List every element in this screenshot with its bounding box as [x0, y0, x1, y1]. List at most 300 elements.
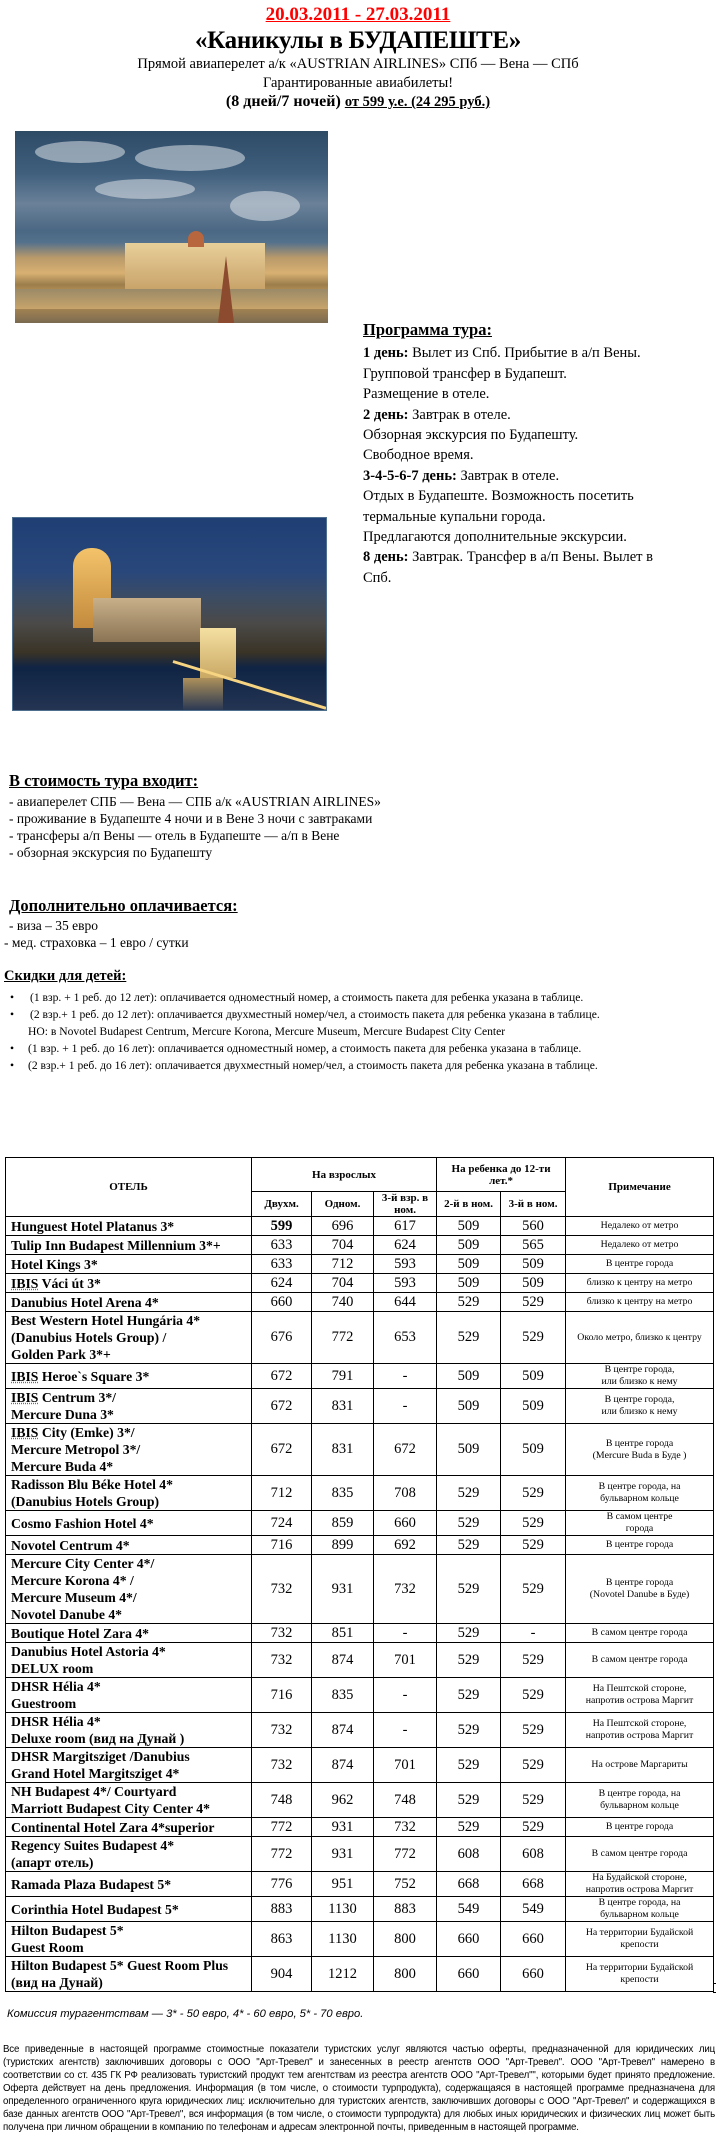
hotel-name	[6, 1293, 252, 1312]
price-third-child: 529	[501, 1783, 566, 1818]
spellcheck-mark: IBIS	[11, 1425, 39, 1440]
hotel-note-line: На территории Будайской	[585, 1962, 694, 1973]
table-row	[6, 1555, 714, 1624]
tour-dates: 20.03.2011 - 27.03.2011	[265, 4, 451, 25]
price-third-child: 529	[501, 1818, 566, 1837]
day-line: Завтрак. Трансфер в а/п Вены. Вылет в	[412, 549, 653, 566]
table-row	[6, 1236, 714, 1255]
price-single: 704	[312, 1274, 374, 1293]
discount-item: (1 взр. + 1 реб. до 16 лет): оплачивается одноместный номер, а стоимость пакета для ребенка указана в таблице.	[28, 1042, 582, 1055]
hotel-name	[6, 1713, 252, 1748]
header-second-child: 2-й в ном.	[437, 1192, 501, 1217]
hotel-note	[566, 1389, 714, 1424]
parliament-dome-shape	[188, 231, 204, 247]
price-third-child: 668	[501, 1872, 566, 1897]
hotel-name-line: Cosmo Fashion Hotel 4*	[11, 1515, 154, 1531]
table-row	[6, 1872, 714, 1897]
extra-title: Дополнительно оплачивается:	[9, 896, 238, 915]
table-row	[6, 1837, 714, 1872]
hotel-note-line: напротив острова Маргит	[585, 1695, 694, 1706]
table-row	[6, 1312, 714, 1364]
discounts-title: Скидки для детей:	[4, 968, 127, 984]
hotel-name-line: Danubius Hotel Astoria 4*	[11, 1644, 166, 1659]
cloud-shape	[35, 141, 125, 163]
price-single: 1212	[312, 1957, 374, 1992]
day-line: Отдых в Будапеште. Возможность посетить	[363, 488, 634, 505]
hotel-price-table	[5, 1157, 714, 1992]
price-double: 776	[252, 1872, 312, 1897]
header-single: Одном.	[312, 1192, 374, 1217]
hotel-name	[6, 1312, 252, 1364]
price-second-child: 529	[437, 1536, 501, 1555]
header-third-adult: 3-й взр. в ном.	[374, 1192, 437, 1217]
price-third-child: 660	[501, 1957, 566, 1992]
table-row	[6, 1536, 714, 1555]
price-third-adult: 748	[374, 1783, 437, 1818]
hotel-name-line: Hilton Budapest 5*	[11, 1923, 124, 1938]
hotel-note	[566, 1536, 714, 1555]
hotel-name-line: Continental Hotel Zara 4*superior	[11, 1819, 215, 1835]
hotel-name	[6, 1624, 252, 1643]
price-second-child: 509	[437, 1236, 501, 1255]
price-double: 672	[252, 1424, 312, 1476]
day-line: Спб.	[363, 569, 392, 586]
hotel-name-line: Hilton Budapest 5* Guest Room Plus	[11, 1958, 229, 1973]
photo-chain-bridge-icon	[12, 517, 327, 711]
day-line: Завтрак в отеле.	[412, 406, 511, 423]
hotel-note	[566, 1217, 714, 1236]
price-third-child: 565	[501, 1236, 566, 1255]
hotel-note-line: (Mercure Buda в Буде )	[592, 1449, 687, 1461]
program-day-1	[363, 343, 703, 404]
extra-item: - виза – 35 евро	[9, 918, 99, 933]
hotel-note	[566, 1643, 714, 1678]
program-title: Программа тура:	[363, 320, 492, 339]
table-row	[6, 1897, 714, 1922]
hotel-note	[566, 1748, 714, 1783]
hotel-name	[6, 1274, 252, 1293]
price-single: 831	[312, 1424, 374, 1476]
program-day-8	[363, 547, 703, 588]
hotel-name-line: Mercure City Center 4*/	[11, 1556, 155, 1571]
day-line: Завтрак в отеле.	[460, 467, 560, 484]
agency-commission: Комиссия турагентствам — 3* - 50 евро, 4* - 60 евро, 5* - 70 евро.	[7, 2008, 364, 2020]
price-single: 931	[312, 1818, 374, 1837]
price-single: 696	[312, 1217, 374, 1236]
price-single: 951	[312, 1872, 374, 1897]
hotel-name-line: IBIS Centrum 3*/	[11, 1390, 116, 1405]
table-row	[6, 1713, 714, 1748]
price-single: 835	[312, 1476, 374, 1511]
hotel-name-line: Novotel Danube 4*	[11, 1607, 123, 1622]
price-third-adult: 617	[374, 1217, 437, 1236]
hotel-note-line: напротив острова Маргит	[585, 1730, 694, 1741]
table-row	[6, 1748, 714, 1783]
hotel-name	[6, 1783, 252, 1818]
price-single: 1130	[312, 1922, 374, 1957]
hotel-name	[6, 1236, 252, 1255]
price-double: 633	[252, 1236, 312, 1255]
price-single: 962	[312, 1783, 374, 1818]
parliament-building-shape	[125, 243, 265, 289]
day-line: Размещение в отеле.	[363, 386, 490, 403]
hotel-note	[566, 1476, 714, 1511]
hotel-note-line: бульварном кольце	[600, 1493, 679, 1504]
program-day-3-7	[363, 466, 703, 548]
hotel-note	[566, 1312, 714, 1364]
hotel-name	[6, 1255, 252, 1274]
hotel-name-line: Guest Room	[11, 1940, 84, 1955]
price-second-child: 668	[437, 1872, 501, 1897]
day-line: Групповой трансфер в Будапешт.	[363, 365, 567, 382]
price-single: 772	[312, 1312, 374, 1364]
hotel-note-line: близко к центру на метро	[586, 1277, 693, 1288]
price-single: 704	[312, 1236, 374, 1255]
included-title: В стоимость тура входит:	[9, 771, 199, 790]
table-row	[6, 1922, 714, 1957]
hotel-note-line: В центре города,	[604, 1394, 675, 1405]
hotel-name-line: Mercure Korona 4* /	[11, 1573, 134, 1588]
price-double: 716	[252, 1536, 312, 1555]
price-third-adult: 708	[374, 1476, 437, 1511]
hotel-name	[6, 1364, 252, 1389]
hotel-note-line: В самом центре города	[591, 1848, 688, 1859]
header-third-child: 3-й в ном.	[501, 1192, 566, 1217]
price-double: 732	[252, 1643, 312, 1678]
legal-disclaimer: Все приведенные в настоящей программе стоимостные показатели туристских услуг являются частью оферты, предназначенной для юридических лиц (туристских агентств) заключивших договоры с ООО "Арт-Тревел" и занесенных в реестр агентств ООО "Арт-Тревел". ООО "Арт-Тревел" намерено в соответствии со ст. 435 ГК РФ реализовать туристский продукт тем агентствам из реестра агентств ООО "Арт-Тревел"", которыми будет принято предложение. Оферта действует на день предложения. Информация (в том числе, о стоимости турпродукта), содержащаяся в настоящей программе предназначена для определенного ограниченного круга юридических лиц: исключительно для туристских агентств, заключивших договоры с ООО "Арт-Тревел" и содержащихся в базе данных агентств ООО "Арт-Тревел", вся информация (в том числе, о стоимости турпродукта) для любых иных юридических и физических лиц может быть получена при личном обращении в компанию по телефонам и адресам электронной почты, приведенным в настоящей программе.	[3, 2044, 715, 2133]
price-second-child: 529	[437, 1555, 501, 1624]
price-second-child: 509	[437, 1274, 501, 1293]
hotel-note-line: На острове Маргариты	[591, 1759, 688, 1770]
photo-parliament-icon	[15, 131, 328, 323]
included-item: - авиаперелет СПБ — Вена — СПБ а/к «AUSTRIAN AIRLINES»	[9, 794, 381, 809]
price-third-adult: 800	[374, 1922, 437, 1957]
header-adults: На взрослых	[252, 1158, 437, 1192]
hotel-note	[566, 1424, 714, 1476]
hotel-note-line: На территории Будайской	[585, 1927, 694, 1938]
table-row	[6, 1217, 714, 1236]
price-third-child: 529	[501, 1678, 566, 1713]
program-day-2	[363, 405, 703, 466]
price-third-child: 529	[501, 1312, 566, 1364]
price-third-adult: 672	[374, 1424, 437, 1476]
day-label: 2 день:	[363, 406, 409, 423]
price-third-child: 529	[501, 1293, 566, 1312]
hotel-note-line: На Пештской стороне,	[592, 1718, 687, 1729]
price-third-adult: -	[374, 1624, 437, 1643]
table-row	[6, 1255, 714, 1274]
price-single: 874	[312, 1643, 374, 1678]
header-note: Примечание	[566, 1158, 714, 1217]
price-second-child: 509	[437, 1217, 501, 1236]
table-row	[6, 1293, 714, 1312]
price-second-child: 529	[437, 1678, 501, 1713]
hotel-note-line: Около метро, близко к центру	[577, 1331, 702, 1343]
hotel-name-line: Radisson Blu Béke Hotel 4*	[11, 1477, 173, 1492]
hotel-rows	[6, 1217, 714, 1992]
price-single: 791	[312, 1364, 374, 1389]
spellcheck-mark: IBIS	[11, 1390, 39, 1405]
hotel-name	[6, 1536, 252, 1555]
price-second-child: 660	[437, 1922, 501, 1957]
price-single: 859	[312, 1511, 374, 1536]
table-row	[6, 1624, 714, 1643]
hotel-note	[566, 1364, 714, 1389]
price-second-child: 549	[437, 1897, 501, 1922]
bullet-icon: •	[10, 1042, 15, 1055]
hotel-name	[6, 1217, 252, 1236]
hotel-name-line: Danubius Hotel Arena 4*	[11, 1294, 159, 1310]
hotel-note-line: напротив острова Маргит	[585, 1884, 694, 1895]
hotel-name-line: Novotel Centrum 4*	[11, 1537, 130, 1553]
table-row	[6, 1783, 714, 1818]
day-label: 1 день:	[363, 345, 409, 362]
price-third-adult: 772	[374, 1837, 437, 1872]
hotel-name-line: Hotel Kings 3*	[11, 1256, 98, 1272]
hotel-name-line: Guestroom	[11, 1696, 77, 1711]
price-third-adult: -	[374, 1364, 437, 1389]
hotel-note-line: На Пештской стороне,	[592, 1683, 687, 1694]
hotel-name-line: Mercure Metropol 3*/	[11, 1442, 141, 1457]
table-row	[6, 1364, 714, 1389]
hotel-name-line: Ramada Plaza Budapest 5*	[11, 1876, 172, 1892]
included-item: - трансферы а/п Вены — отель в Будапеште — а/п в Вене	[9, 828, 340, 843]
price-third-child: 660	[501, 1922, 566, 1957]
hotel-name-line: Best Western Hotel Hungária 4*	[11, 1313, 201, 1328]
hotel-name-line: Mercure Museum 4*/	[11, 1590, 137, 1605]
duration-price	[0, 93, 716, 111]
price-second-child: 529	[437, 1312, 501, 1364]
price-third-child: 529	[501, 1643, 566, 1678]
price-double: 672	[252, 1389, 312, 1424]
flight-info: Прямой авиаперелет а/к «AUSTRIAN AIRLINES» СПб — Вена — СПб	[137, 56, 579, 72]
hotel-name	[6, 1511, 252, 1536]
price-third-child: -	[501, 1624, 566, 1643]
price-double: 633	[252, 1255, 312, 1274]
table-row	[6, 1389, 714, 1424]
hotel-note	[566, 1236, 714, 1255]
hotel-name-line: IBIS Heroe`s Square 3*	[11, 1368, 150, 1384]
hotel-name-line: IBIS Váci út 3*	[11, 1275, 101, 1291]
price-third-child: 509	[501, 1389, 566, 1424]
price-third-child: 509	[501, 1424, 566, 1476]
hotel-name	[6, 1922, 252, 1957]
hotel-note-line: (Novotel Danube в Буде)	[589, 1589, 690, 1600]
price-third-child: 529	[501, 1476, 566, 1511]
hotel-name	[6, 1643, 252, 1678]
bullet-icon: •	[10, 1008, 15, 1021]
hotel-name	[6, 1476, 252, 1511]
included-item: - проживание в Будапеште 4 ночи и в Вене 3 ночи с завтраками	[9, 811, 373, 826]
day-line: Обзорная экскурсия по Будапешту.	[363, 427, 579, 444]
table-row	[6, 1818, 714, 1837]
price-third-child: 529	[501, 1748, 566, 1783]
price-second-child: 529	[437, 1293, 501, 1312]
price-single: 851	[312, 1624, 374, 1643]
price-third-adult: 701	[374, 1643, 437, 1678]
price-double: 772	[252, 1818, 312, 1837]
price-third-adult: 692	[374, 1536, 437, 1555]
price-second-child: 509	[437, 1424, 501, 1476]
price-second-child: 529	[437, 1624, 501, 1643]
table-row	[6, 1476, 714, 1511]
hotel-note-line: крепости	[620, 1974, 659, 1985]
table-row	[6, 1274, 714, 1293]
hotel-name-line: (вид на Дунай)	[11, 1975, 103, 1990]
hotel-name	[6, 1678, 252, 1713]
light-reflection-shape	[183, 678, 223, 711]
hotel-note-line: В центре города	[605, 1539, 674, 1550]
tour-program	[363, 320, 703, 588]
price-second-child: 529	[437, 1783, 501, 1818]
price-single: 931	[312, 1555, 374, 1624]
discount-item: (2 взр.+ 1 реб. до 12 лет): оплачивается двухместный номер/чел, а стоимость пакета для ребенка указана в таблице.	[30, 1008, 600, 1021]
hotel-name-line: DHSR Margitsziget /Danubius	[11, 1749, 190, 1764]
price-double: 716	[252, 1678, 312, 1713]
hotel-name	[6, 1837, 252, 1872]
hotel-note	[566, 1713, 714, 1748]
day-line: Предлагаются дополнительные экскурсии.	[363, 529, 627, 546]
hotel-note	[566, 1255, 714, 1274]
day-line: Свободное время.	[363, 447, 474, 464]
price-third-adult: 593	[374, 1255, 437, 1274]
hotel-note-line: На Будайской стороне,	[592, 1872, 687, 1883]
price-single: 899	[312, 1536, 374, 1555]
spellcheck-mark: IBIS	[11, 1368, 39, 1384]
price-second-child: 529	[437, 1818, 501, 1837]
table-row	[6, 1957, 714, 1992]
price-double: 732	[252, 1555, 312, 1624]
price-double: 624	[252, 1274, 312, 1293]
hotel-name-line: Tulip Inn Budapest Millennium 3*+	[11, 1237, 221, 1253]
cloud-shape	[95, 179, 195, 199]
price-third-adult: 624	[374, 1236, 437, 1255]
table-row	[6, 1643, 714, 1678]
hotel-note-line: В центре города	[605, 1821, 674, 1832]
day-line: Вылет из Спб. Прибытие в а/п Вены.	[412, 345, 641, 362]
hotel-note-line: В центре города, на	[598, 1897, 681, 1908]
price-third-child: 529	[501, 1511, 566, 1536]
hotel-note	[566, 1783, 714, 1818]
hotel-name-line: (апарт отель)	[11, 1855, 94, 1870]
price-single: 740	[312, 1293, 374, 1312]
cloud-shape	[230, 191, 300, 221]
price-third-adult: 752	[374, 1872, 437, 1897]
hotel-note	[566, 1555, 714, 1624]
hotel-note-line: В самом центре	[606, 1511, 673, 1522]
day-label: 3-4-5-6-7 день:	[363, 467, 457, 484]
price-single: 874	[312, 1748, 374, 1783]
hotel-name	[6, 1424, 252, 1476]
price-second-child: 529	[437, 1476, 501, 1511]
price-double: 724	[252, 1511, 312, 1536]
price-double: 599	[252, 1217, 312, 1236]
hotel-name-line: Regency Suites Budapest 4*	[11, 1838, 175, 1853]
hotel-name-line: DHSR Hélia 4*	[11, 1679, 101, 1694]
price-double: 672	[252, 1364, 312, 1389]
price-second-child: 529	[437, 1643, 501, 1678]
price-third-adult: 883	[374, 1897, 437, 1922]
hotel-name-line: Mercure Buda 4*	[11, 1459, 114, 1474]
price-third-child: 509	[501, 1255, 566, 1274]
price-third-child: 560	[501, 1217, 566, 1236]
price-second-child: 529	[437, 1748, 501, 1783]
price-double: 748	[252, 1783, 312, 1818]
day-line: термальные купальни города.	[363, 508, 546, 525]
hotel-name	[6, 1748, 252, 1783]
price-double: 904	[252, 1957, 312, 1992]
hotel-name-line: Corinthia Hotel Budapest 5*	[11, 1901, 179, 1917]
hotel-name-line: Boutique Hotel Zara 4*	[11, 1625, 150, 1641]
hotel-name	[6, 1872, 252, 1897]
cloud-shape	[135, 145, 245, 171]
hotel-note	[566, 1678, 714, 1713]
hotel-note	[566, 1872, 714, 1897]
tour-price: от 599 у.е. (24 295 руб.)	[344, 94, 491, 110]
hotel-note-line: В центре города	[605, 1577, 674, 1588]
hotel-note-line: В самом центре города	[591, 1627, 688, 1638]
price-third-adult: -	[374, 1713, 437, 1748]
price-third-adult: 701	[374, 1748, 437, 1783]
price-third-adult: 644	[374, 1293, 437, 1312]
hotel-note	[566, 1274, 714, 1293]
price-second-child: 529	[437, 1713, 501, 1748]
church-spire-shape	[218, 256, 234, 323]
hotel-name-line: (Danubius Hotels Group)	[11, 1494, 160, 1509]
price-second-child: 509	[437, 1389, 501, 1424]
table-row	[6, 1424, 714, 1476]
price-double: 863	[252, 1922, 312, 1957]
discount-item: (1 взр. + 1 реб. до 12 лет): оплачивается одноместный номер, а стоимость пакета для ребенка указана в таблице.	[30, 991, 584, 1004]
hotel-name-line: Hunguest Hotel Platanus 3*	[11, 1218, 175, 1234]
hotel-note-line: близко к центру на метро	[586, 1296, 693, 1307]
hotel-note-line: В центре города,	[604, 1364, 675, 1375]
price-third-adult: 660	[374, 1511, 437, 1536]
hotel-name-line: DHSR Hélia 4*	[11, 1714, 101, 1729]
hotel-note-line: В центре города	[605, 1258, 674, 1269]
hotel-note	[566, 1511, 714, 1536]
hotel-note	[566, 1897, 714, 1922]
price-third-adult: -	[374, 1389, 437, 1424]
extra-item: - мед. страховка – 1 евро / сутки	[4, 935, 189, 950]
day-label: 8 день:	[363, 549, 409, 566]
palace-shape	[93, 598, 201, 642]
price-third-child: 529	[501, 1713, 566, 1748]
price-second-child: 509	[437, 1364, 501, 1389]
discount-item: (2 взр.+ 1 реб. до 16 лет): оплачивается двухместный номер/чел, а стоимость пакета для ребенка указана в таблице.	[28, 1059, 598, 1072]
price-single: 874	[312, 1713, 374, 1748]
hotel-name-line: (Danubius Hotels Group) /	[11, 1330, 167, 1345]
bullet-icon: •	[10, 1059, 15, 1072]
hotel-note-line: В центре города, на	[598, 1788, 681, 1799]
hotel-name	[6, 1818, 252, 1837]
price-third-child: 529	[501, 1536, 566, 1555]
price-single: 931	[312, 1837, 374, 1872]
hotel-note-line: или близко к нему	[601, 1406, 678, 1417]
hotel-note-line: города	[625, 1523, 654, 1534]
hotel-name	[6, 1555, 252, 1624]
hotel-note-line: В центре города, на	[598, 1481, 681, 1492]
price-double: 732	[252, 1624, 312, 1643]
tour-title: «Каникулы в БУДАПЕШТЕ»	[194, 27, 521, 54]
price-third-adult: 800	[374, 1957, 437, 1992]
price-single: 835	[312, 1678, 374, 1713]
price-double: 732	[252, 1748, 312, 1783]
price-double: 660	[252, 1293, 312, 1312]
header-hotel: ОТЕЛЬ	[6, 1158, 252, 1217]
price-third-adult: -	[374, 1678, 437, 1713]
hotel-name-line: Marriott Budapest City Center 4*	[11, 1801, 210, 1816]
